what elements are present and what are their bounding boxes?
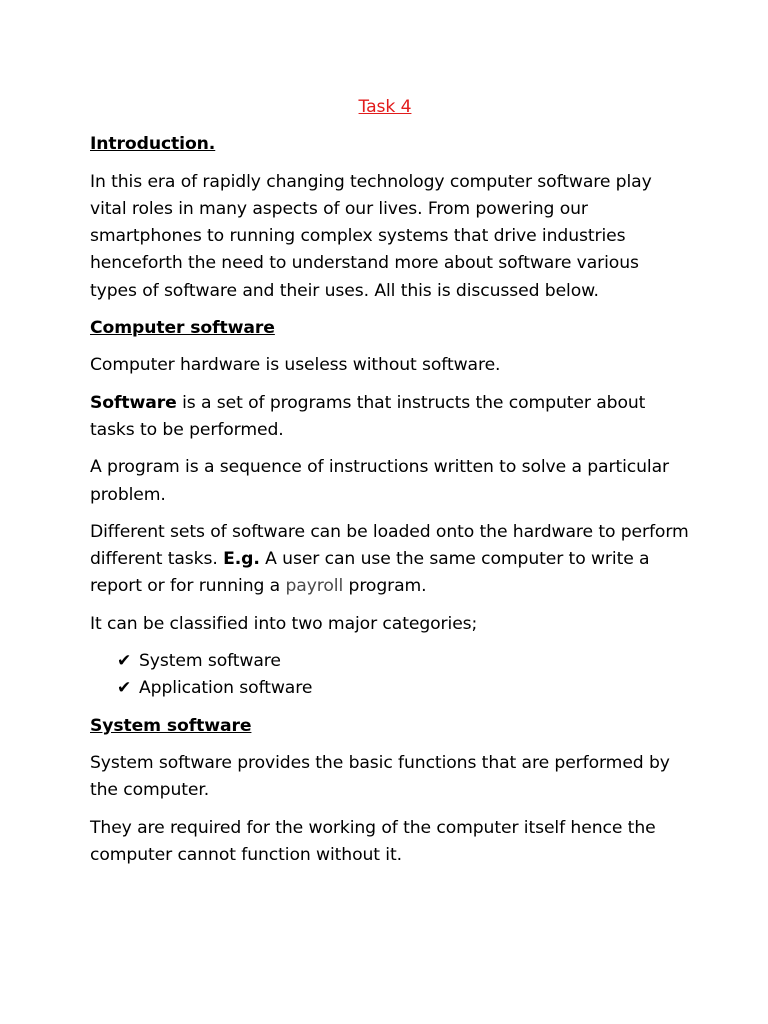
payroll-word: payroll [285,576,344,597]
example-label: E.g. [223,549,260,570]
system-software-paragraph-2: They are required for the working of the computer itself hence the computer cannot function without it. [90,817,656,865]
document-body [90,94,690,879]
hardware-paragraph: Computer hardware is useless without software. [90,355,501,376]
checkmark-icon: ✔ [117,651,132,672]
intro-heading: Introduction. [90,134,216,155]
system-software-paragraph-1: System software provides the basic functions that are performed by the computer. [90,752,670,801]
category-label: Application software [139,678,313,699]
software-term: Software [90,392,177,413]
software-sets-text-start: Different sets of software can be loaded onto the hardware to perform different tasks. [90,521,689,570]
list-item [117,675,690,702]
category-label: System software [139,651,281,672]
computer-software-heading: Computer software [90,318,275,339]
software-definition-paragraph [90,390,690,445]
software-sets-text-end: program. [343,576,427,597]
document-title: Task 4 [358,97,412,117]
software-sets-text-mid: A user can use the same computer to write a report or for running a [90,549,650,597]
checkmark-icon: ✔ [117,678,132,699]
program-definition-paragraph: A program is a sequence of instructions written to solve a particular problem. [90,457,669,505]
list-item [117,648,690,675]
system-software-heading: System software [90,715,252,736]
classification-paragraph: It can be classified into two major categories; [90,613,478,634]
software-sets-paragraph [90,519,690,601]
intro-paragraph: In this era of rapidly changing technology computer software play vital roles in many aspects of our lives. From powering our smartphones to running complex systems that drive industries henceforth the need to understand more about software various types of software and their uses. All this is discussed below. [90,171,652,301]
category-list [90,648,690,703]
software-definition-text: is a set of programs that instructs the computer about tasks to be performed. [90,392,646,440]
